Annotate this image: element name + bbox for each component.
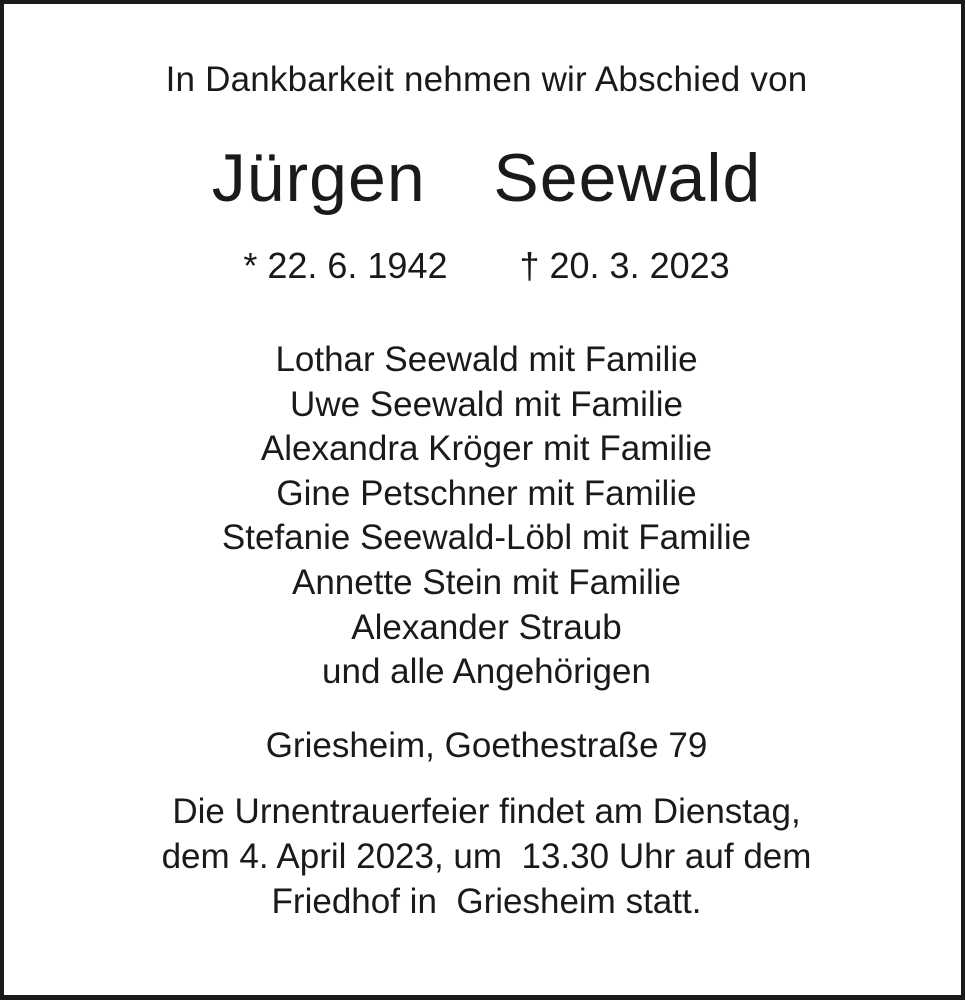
service-info <box>4 789 965 924</box>
life-dates <box>4 245 965 286</box>
service-line: dem 4. April 2023, um 13.30 Uhr auf dem <box>161 837 812 876</box>
mourner-entry: Gine Petschner mit Familie <box>276 473 697 513</box>
mourner-entry: Alexandra Kröger mit Familie <box>260 429 713 469</box>
address: Griesheim, Goethestraße 79 <box>265 726 708 765</box>
death-date: † 20. 3. 2023 <box>519 245 730 286</box>
mourners-list <box>4 338 965 695</box>
intro-text: In Dankbarkeit nehmen wir Abschied von <box>165 60 808 99</box>
mourner-entry: Stefanie Seewald-Löbl mit Familie <box>221 518 752 558</box>
mourner-entry: und alle Angehörigen <box>322 652 651 692</box>
service-line: Friedhof in Griesheim statt. <box>271 882 702 921</box>
deceased-name: Jürgen Seewald <box>211 140 762 216</box>
mourner-entry: Uwe Seewald mit Familie <box>290 384 683 424</box>
mourner-entry: Lothar Seewald mit Familie <box>275 340 698 379</box>
birth-date: * 22. 6. 1942 <box>243 245 448 286</box>
service-line: Die Urnentrauerfeier findet am Dienstag, <box>172 792 801 831</box>
mourner-entry: Alexander Straub <box>351 607 622 647</box>
mourner-entry: Annette Stein mit Familie <box>291 562 682 602</box>
